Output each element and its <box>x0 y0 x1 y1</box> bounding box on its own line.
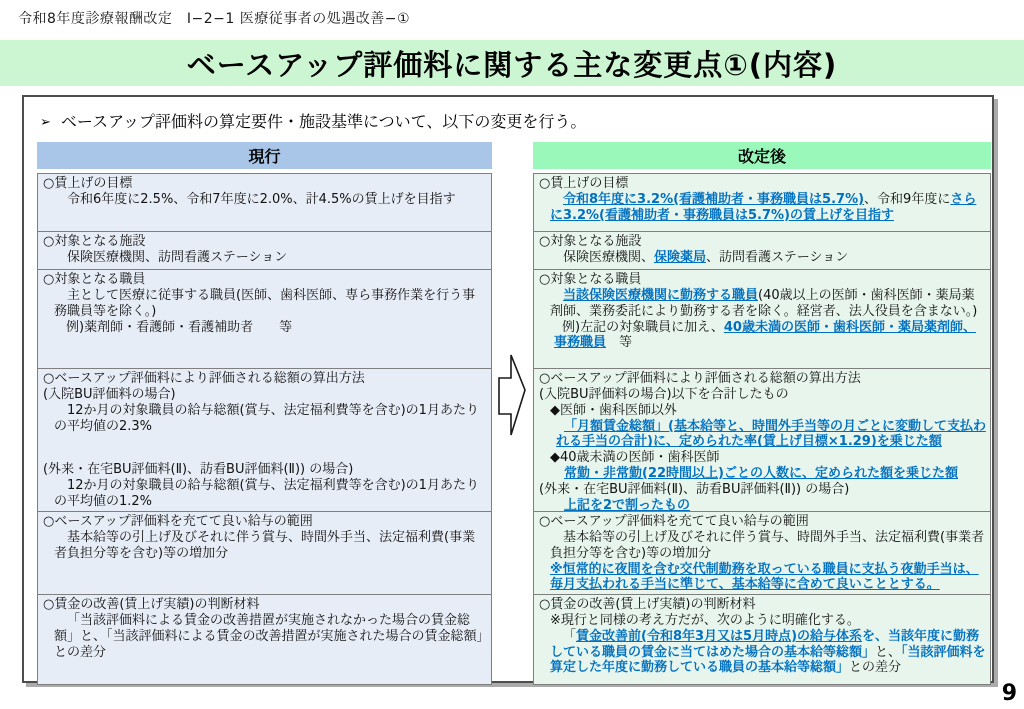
cell-paragraph <box>42 613 487 661</box>
table-column-revised <box>533 142 991 685</box>
body-text: ◆医師・歯科医師以外 <box>550 402 677 418</box>
body-text: 保険医療機関、訪問看護ステーション <box>67 249 288 265</box>
table-cell <box>38 595 491 684</box>
emphasis-text: 令和8年度に3.2%(看護補助者・事務職員は5.7%) <box>563 191 865 207</box>
column-rows-revised <box>533 173 991 685</box>
table-cell <box>534 595 990 684</box>
table-cell <box>534 512 990 595</box>
cell-paragraph <box>42 176 487 192</box>
cell-paragraph <box>42 530 487 562</box>
arrow-bullet-icon: ➢ <box>40 115 51 130</box>
cell-paragraph <box>42 320 487 336</box>
cell-paragraph <box>538 288 986 320</box>
emphasis-text: ※恒常的に夜間を含む交代制勤務を取っている職員に支払う夜勤手当は、毎月支払われる手当に準じて、基本給等に含めて良いこととする。 <box>550 561 979 593</box>
body-text: ○賃上げの目標 <box>43 176 133 191</box>
body-text: ○ベースアップ評価料を充てて良い給与の範囲 <box>43 514 313 529</box>
body-text: 12か月の対象職員の給与総額(賞与、法定福利費等を含む)の1月あたりの平均値の2.3% <box>54 402 479 434</box>
page-number: 9 <box>1001 681 1017 706</box>
body-text: ○対象となる職員 <box>539 272 642 287</box>
body-text: との差分 <box>849 660 902 676</box>
cell-paragraph <box>42 403 487 435</box>
transform-arrow-icon <box>497 353 527 437</box>
body-text: と、 <box>875 644 902 660</box>
body-text: ○対象となる施設 <box>539 234 642 249</box>
body-text: ○賃金の改善(賃上げ実績)の判断材料 <box>539 597 756 612</box>
body-text: 、令和9年度に <box>864 191 951 207</box>
cell-paragraph <box>538 498 986 512</box>
body-text: (入院BU評価料の場合)以下を合計したもの <box>539 386 789 402</box>
body-text: (外来・在宅BU評価料(Ⅱ)、訪看BU評価料(Ⅱ)) の場合) <box>539 482 850 498</box>
table-column-current <box>37 142 492 685</box>
table-cell <box>38 174 491 232</box>
cell-paragraph <box>42 371 487 387</box>
column-header-current: 現行 <box>37 142 492 169</box>
content-panel <box>22 95 994 683</box>
table-cell <box>38 512 491 595</box>
cell-paragraph <box>538 320 986 352</box>
cell-paragraph <box>538 466 986 482</box>
cell-paragraph <box>538 629 986 677</box>
cell-paragraph <box>538 371 986 387</box>
title-bar <box>0 40 1024 86</box>
emphasis-text: 「月額賃金総額」(基本給等と、時間外手当等の月ごとに変動して支払われる手当の合計)に、定められた率(賃上げ目標×1.29)を乗じた額 <box>556 418 986 450</box>
lead-text: ベースアップ評価料の算定要件・施設基準について、以下の変更を行う。 <box>60 112 587 131</box>
cell-paragraph <box>42 514 487 530</box>
table-cell <box>534 232 990 270</box>
column-header-revised: 改定後 <box>533 142 991 169</box>
body-text: (外来・在宅BU評価料(Ⅱ)、訪看BU評価料(Ⅱ)) の場合) <box>43 462 354 478</box>
cell-paragraph <box>538 176 986 192</box>
cell-paragraph <box>538 192 986 224</box>
emphasis-text: 「当該評価料を算定した年度に勤務している職員の基本給等総額」 <box>550 644 986 676</box>
body-text: ○賃金の改善(賃上げ実績)の判断材料 <box>43 597 260 612</box>
cell-paragraph <box>42 387 487 403</box>
emphasis-text: 上記を2で割ったもの <box>564 497 691 512</box>
table-cell <box>534 174 990 232</box>
body-text: (40歳以上の医師・歯科医師・薬局薬剤師、業務委託により勤務する者を除く。経営者、法人役員を含まない。) <box>550 287 978 319</box>
cell-paragraph <box>538 450 986 466</box>
cell-paragraph <box>42 192 487 208</box>
emphasis-text: 40歳未満の医師・歯科医師・薬局薬剤師、事務職員 <box>554 319 976 351</box>
body-text: 例)左記の対象職員に加え、 <box>562 319 724 335</box>
emphasis-text: を、当該年度に勤務している職員の賃金に当てはめた場合の基本給等総額」 <box>550 628 980 660</box>
emphasis-text: 当該保険医療機関に勤務する職員 <box>563 287 759 303</box>
body-text: 令和6年度に2.5%、令和7年度に2.0%、計4.5%の賃上げを目指す <box>67 191 456 207</box>
cell-paragraph <box>42 272 487 288</box>
document-header-note: 令和8年度診療報酬改定 Ⅰ−2−1 医療従事者の処遇改善−① <box>18 11 411 27</box>
body-text: 「 <box>563 628 577 644</box>
table-cell <box>534 270 990 369</box>
table-cell <box>38 270 491 369</box>
cell-paragraph <box>42 478 487 510</box>
table-cell <box>534 369 990 512</box>
cell-paragraph <box>42 597 487 613</box>
body-text: 例)薬剤師・看護師・看護補助者 等 <box>66 319 293 335</box>
cell-paragraph <box>538 482 986 498</box>
cell-paragraph <box>538 514 986 530</box>
body-text: ○ベースアップ評価料により評価される総額の算出方法 <box>43 371 365 386</box>
cell-paragraph <box>42 462 487 478</box>
body-text: ○ベースアップ評価料を充てて良い給与の範囲 <box>539 514 809 529</box>
emphasis-text: 賃金改善前(令和8年3月又は5月時点)の給与体系 <box>576 628 863 644</box>
body-text: ○対象となる施設 <box>43 234 146 249</box>
body-text: ○ベースアップ評価料により評価される総額の算出方法 <box>539 371 861 386</box>
cell-paragraph <box>538 530 986 562</box>
cell-paragraph <box>538 597 986 613</box>
cell-paragraph <box>538 250 986 266</box>
cell-spacer <box>42 434 487 462</box>
body-text: 、訪問看護ステーション <box>706 249 849 265</box>
page-title: ベースアップ評価料に関する主な変更点①(内容) <box>186 47 838 82</box>
cell-paragraph <box>538 562 986 594</box>
emphasis-text: 保険薬局 <box>654 249 707 265</box>
cell-paragraph <box>538 234 986 250</box>
body-text: ※現行と同様の考え方だが、次のように明確化する。 <box>550 612 860 628</box>
emphasis-text: 常勤・非常勤(22時間以上)ごとの人数に、定められた額を乗じた額 <box>564 466 958 482</box>
table-cell <box>38 369 491 512</box>
body-text: 12か月の対象職員の給与総額(賞与、法定福利費等を含む)の1月あたりの平均値の1.2% <box>54 478 479 510</box>
cell-paragraph <box>42 234 487 250</box>
body-text: 基本給等の引上げ及びそれに伴う賞与、時間外手当、法定福利費(事業者負担分等を含む)等の増加分 <box>54 529 476 561</box>
body-text: 主として医療に従事する職員(医師、歯科医師、専ら事務作業を行う事務職員等を除く。) <box>54 287 476 319</box>
body-text: (入院BU評価料の場合) <box>43 386 176 402</box>
body-text: ○賃上げの目標 <box>539 176 629 191</box>
cell-paragraph <box>538 387 986 403</box>
lead-sentence <box>40 109 586 132</box>
cell-paragraph <box>538 403 986 419</box>
body-text: ○対象となる職員 <box>43 272 146 287</box>
cell-paragraph <box>42 250 487 266</box>
body-text: 保険医療機関、 <box>563 249 655 265</box>
body-text: 基本給等の引上げ及びそれに伴う賞与、時間外手当、法定福利費(事業者負担分等を含む)等の増加分 <box>550 529 985 561</box>
cell-paragraph <box>538 419 986 451</box>
body-text: 等 <box>606 335 633 351</box>
cell-paragraph <box>538 272 986 288</box>
body-text: 「当該評価料による賃金の改善措置が実施されなかった場合の賃金総額」と、「当該評価料による賃金の改善措置が実施された場合の賃金総額」との差分 <box>54 612 484 660</box>
emphasis-text: さらに3.2%(看護補助者・事務職員は5.7%)の賃上げを目指す <box>550 191 977 223</box>
cell-paragraph <box>538 613 986 629</box>
body-text: ◆40歳未満の医師・歯科医師 <box>550 450 720 466</box>
table-cell <box>38 232 491 270</box>
column-rows-current <box>37 173 492 685</box>
cell-paragraph <box>42 288 487 320</box>
